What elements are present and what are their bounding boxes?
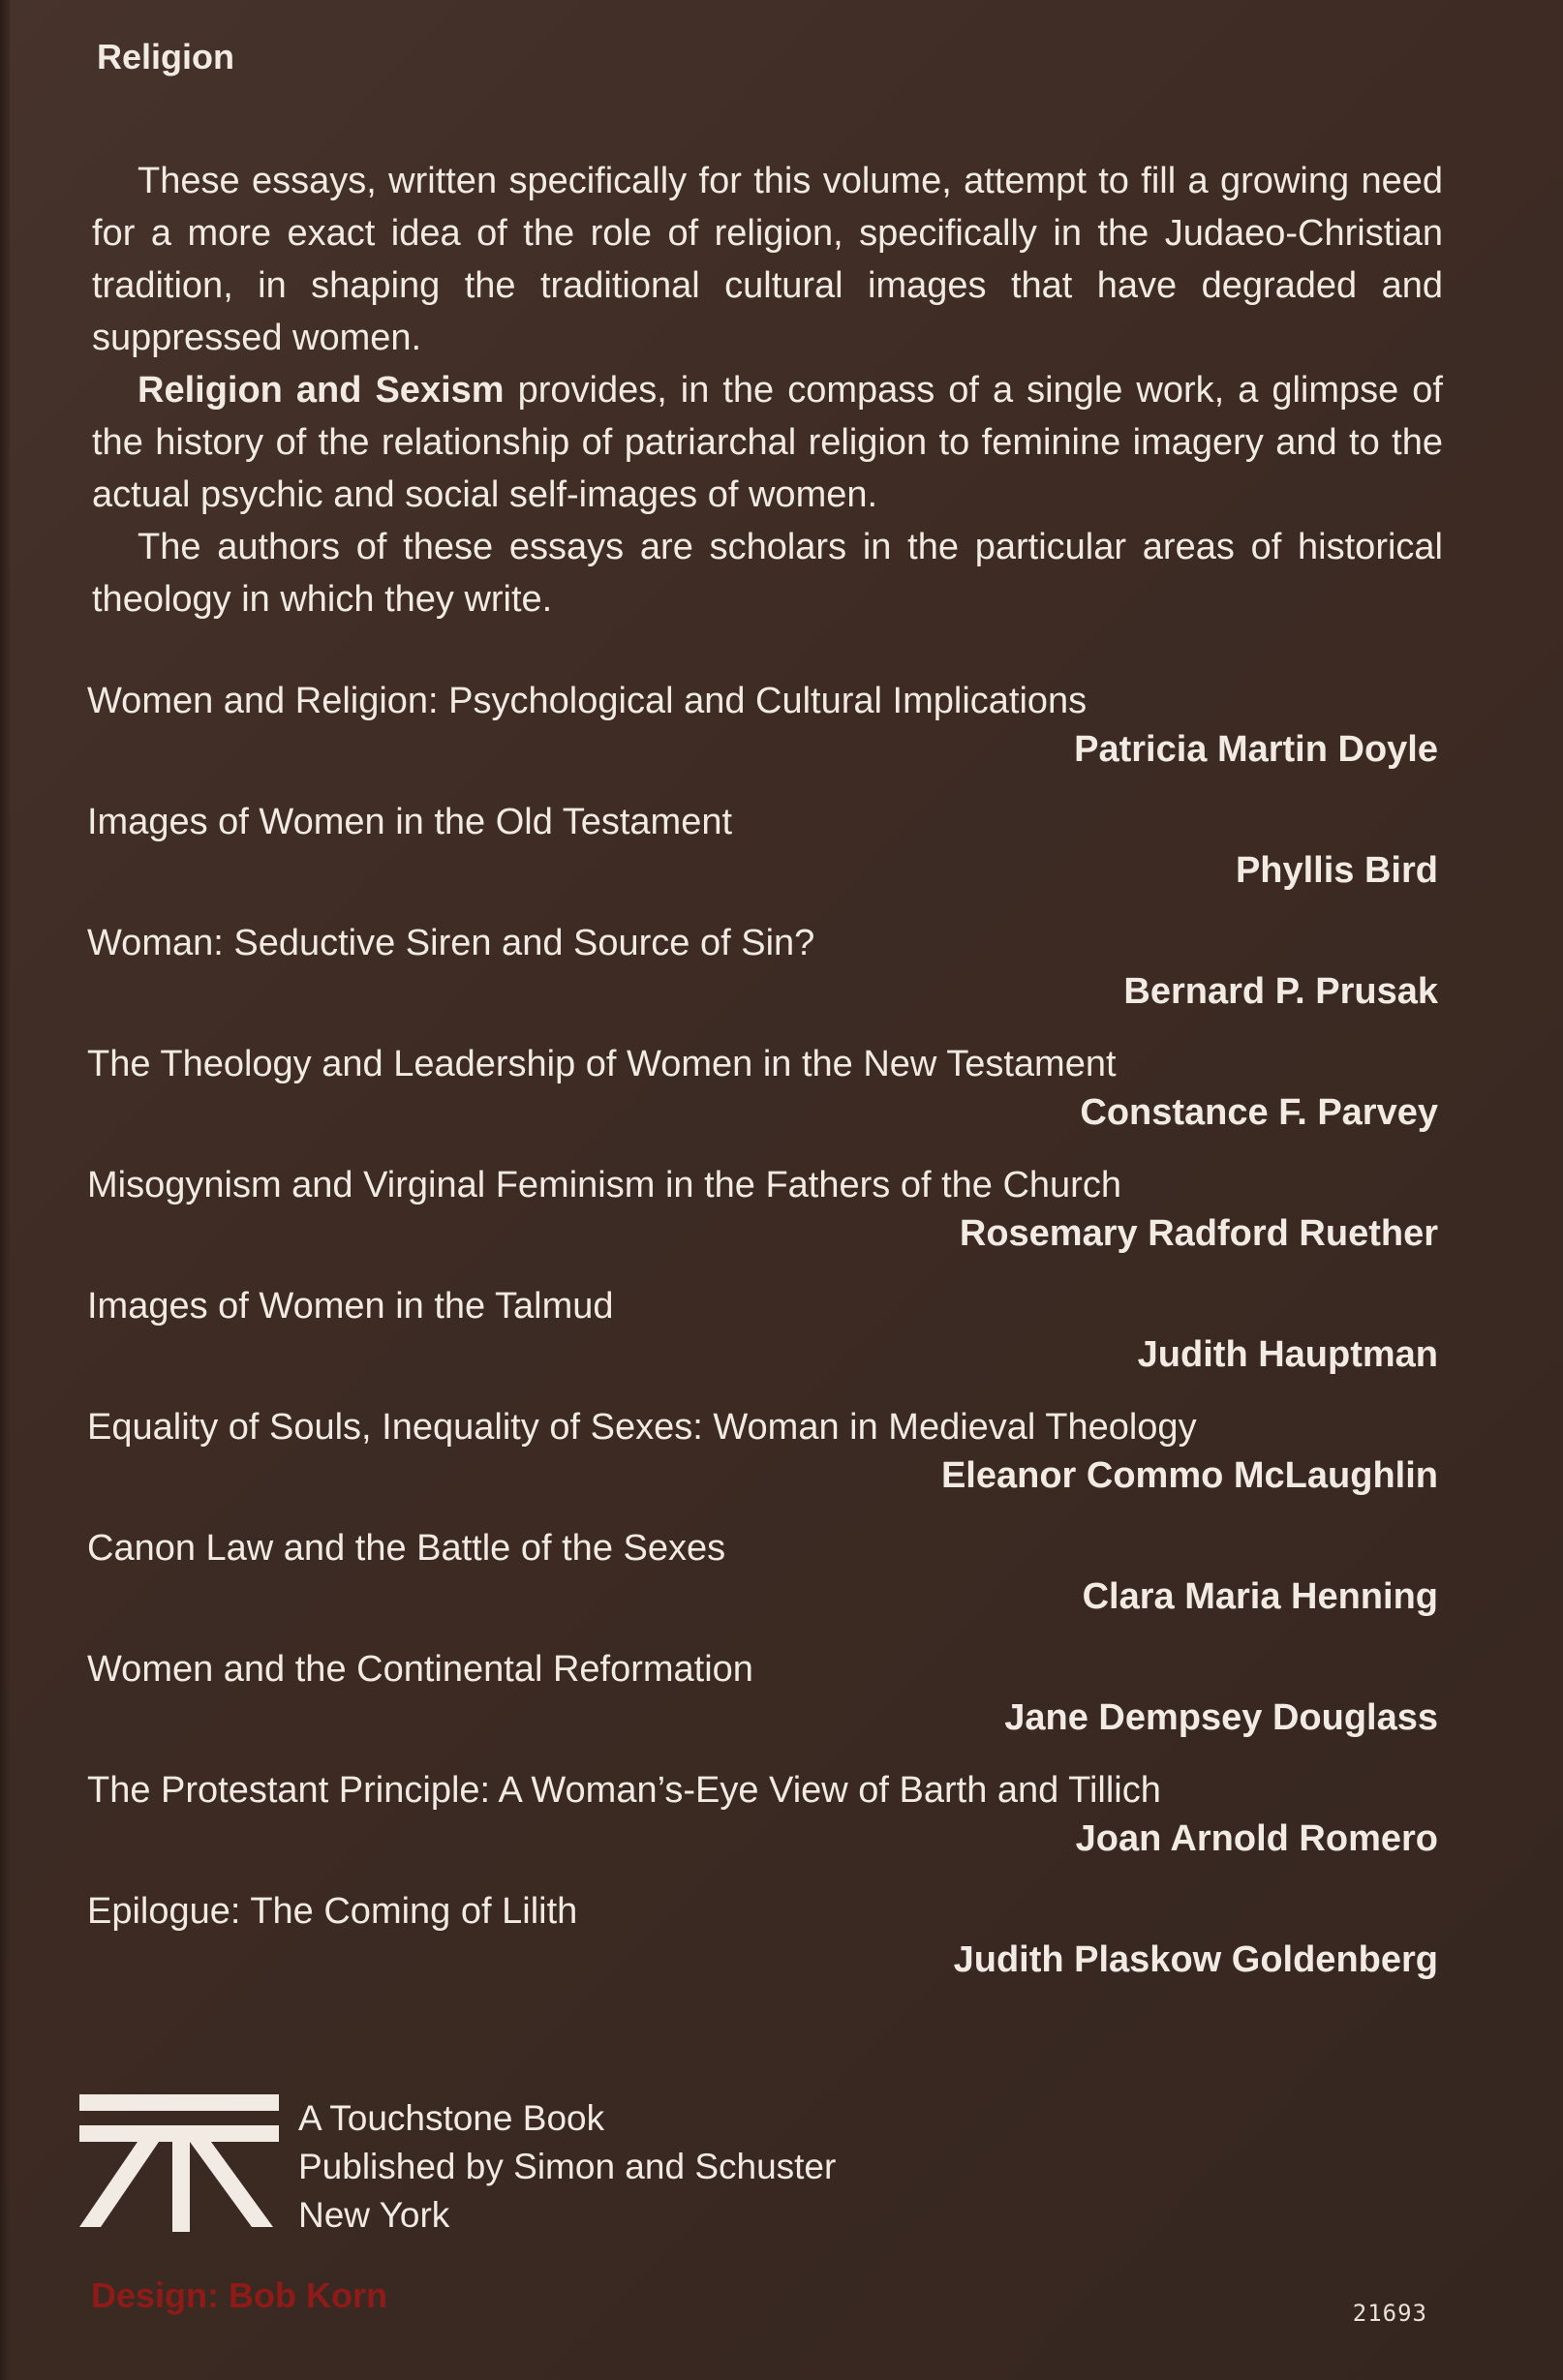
- imprint-name: A Touchstone Book: [298, 2098, 605, 2138]
- essay-title: Misogynism and Virginal Feminism in the Fathers of the Church: [87, 1165, 1121, 1205]
- essay-author: Judith Plaskow Goldenberg: [953, 1939, 1438, 1980]
- essay-title: The Theology and Leadership of Women in the New Testament: [87, 1044, 1117, 1084]
- essay-author: Rosemary Radford Ruether: [959, 1213, 1438, 1254]
- blurb-paragraph-3: The authors of these essays are scholars in the particular areas of historical theology in which they write.: [92, 527, 1443, 620]
- essay-author: Patricia Martin Doyle: [1074, 729, 1438, 770]
- essay-author: Jane Dempsey Douglass: [1004, 1697, 1438, 1738]
- essay-title: Women and Religion: Psychological and Cultural Implications: [87, 681, 1088, 721]
- cover-edge: [0, 0, 10, 2380]
- essay-author: Joan Arnold Romero: [1075, 1818, 1438, 1859]
- blurb-paragraph-2-text: provides, in the compass of a single work, a glimpse of the history of the relationship of patriarchal religion to feminine imagery and to the actual psychic and social self-images of women.: [92, 370, 1443, 515]
- essay-title: Equality of Souls, Inequality of Sexes: Woman in Medieval Theology: [87, 1407, 1197, 1448]
- publisher-lines: [298, 2094, 836, 2240]
- contents-entry: [87, 920, 1438, 1041]
- category-label: Religion: [97, 37, 234, 76]
- contents-entry: [87, 1767, 1438, 1888]
- essay-title: Images of Women in the Old Testament: [87, 802, 733, 842]
- contents-entry: [87, 1404, 1438, 1525]
- publisher-block: [79, 2094, 837, 2240]
- essay-title: Images of Women in the Talmud: [87, 1286, 614, 1327]
- contents-entry: [87, 678, 1438, 799]
- contents-entry: [87, 799, 1438, 920]
- contents-entry: [87, 1525, 1438, 1646]
- essay-author: Bernard P. Prusak: [1123, 971, 1438, 1012]
- essay-author: Judith Hauptman: [1137, 1334, 1438, 1375]
- contents-entry: [87, 1041, 1438, 1162]
- catalog-number: 21693: [1352, 2300, 1427, 2327]
- blurb-paragraph-1: These essays, written specifically for this volume, attempt to fill a growing need for a more exact idea of the role of religion, specifically in the Judaeo-Christian tradition, in shaping the traditional cultural images that have degraded and suppressed women.: [92, 161, 1443, 358]
- design-credit: Design: Bob Korn: [91, 2275, 387, 2315]
- essay-title: The Protestant Principle: A Woman’s-Eye View of Barth and Tillich: [87, 1770, 1161, 1811]
- essay-author: Eleanor Commo McLaughlin: [940, 1455, 1438, 1496]
- essay-author: Constance F. Parvey: [1080, 1092, 1438, 1133]
- touchstone-logo-icon: [79, 2094, 283, 2232]
- contents-entry: [87, 1162, 1438, 1283]
- book-title: Religion and Sexism: [138, 370, 505, 411]
- essay-author: Clara Maria Henning: [1082, 1576, 1438, 1617]
- contents-entry: [87, 1888, 1438, 2009]
- publisher-city: New York: [298, 2195, 450, 2235]
- contents-list: [87, 678, 1438, 2009]
- blurb: [92, 155, 1443, 626]
- publisher-name: Published by Simon and Schuster: [298, 2147, 837, 2186]
- essay-title: Epilogue: The Coming of Lilith: [87, 1891, 578, 1932]
- contents-entry: [87, 1283, 1438, 1404]
- essay-title: Woman: Seductive Siren and Source of Sin?: [87, 923, 815, 963]
- essay-title: Women and the Continental Reformation: [87, 1649, 753, 1690]
- contents-entry: [87, 1646, 1438, 1767]
- essay-title: Canon Law and the Battle of the Sexes: [87, 1528, 726, 1569]
- blurb-paragraph-2: [92, 364, 1443, 521]
- essay-author: Phyllis Bird: [1235, 850, 1438, 891]
